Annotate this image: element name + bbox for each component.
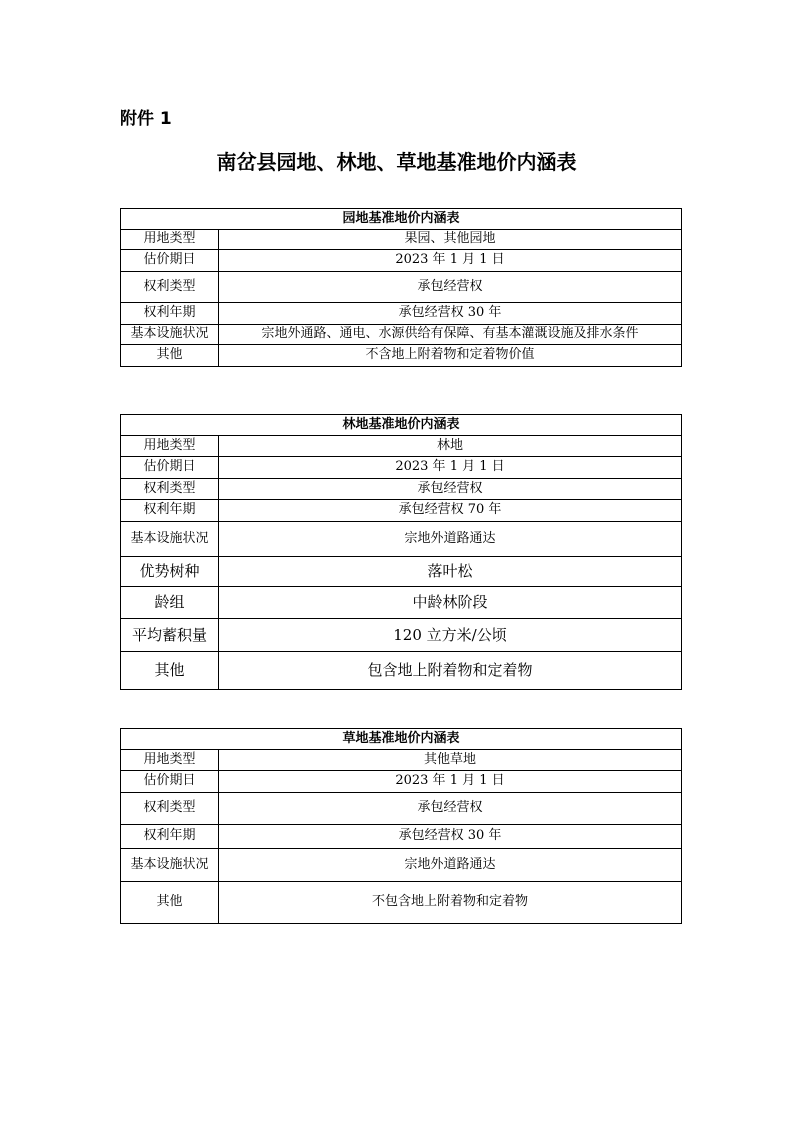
row-value: 承包经营权 30 年 (219, 825, 682, 849)
table-row (121, 457, 682, 479)
row-value: 宗地外通路、通电、水源供给有保障、有基本灌溉设施及排水条件 (219, 325, 682, 345)
row-value: 2023 年 1 月 1 日 (219, 457, 682, 479)
row-label: 权利类型 (121, 793, 219, 825)
row-value: 承包经营权 70 年 (219, 500, 682, 522)
row-value: 承包经营权 30 年 (219, 303, 682, 325)
row-value: 林地 (219, 436, 682, 457)
row-label: 权利类型 (121, 479, 219, 500)
table-row (121, 500, 682, 522)
row-label: 优势树种 (121, 557, 219, 587)
table-row (121, 250, 682, 272)
row-value: 落叶松 (219, 557, 682, 587)
row-label: 平均蓄积量 (121, 619, 219, 652)
table-row (121, 325, 682, 345)
row-value: 宗地外道路通达 (219, 849, 682, 882)
table-row (121, 771, 682, 793)
orchard-land-table (120, 208, 682, 367)
table-row (121, 750, 682, 771)
table-row (121, 436, 682, 457)
attachment-label: 附件 1 (120, 109, 172, 129)
table-row (121, 345, 682, 367)
table-row (121, 479, 682, 500)
row-label: 其他 (121, 882, 219, 924)
row-label: 估价期日 (121, 250, 219, 272)
row-value: 其他草地 (219, 750, 682, 771)
row-label: 权利年期 (121, 825, 219, 849)
table-row (121, 793, 682, 825)
row-label: 估价期日 (121, 771, 219, 793)
table-title: 草地基准地价内涵表 (121, 729, 682, 750)
table-row (121, 303, 682, 325)
row-label: 用地类型 (121, 750, 219, 771)
table-row (121, 882, 682, 924)
table-row (121, 272, 682, 303)
row-value: 中龄林阶段 (219, 587, 682, 619)
row-value: 宗地外道路通达 (219, 522, 682, 557)
row-label: 权利年期 (121, 303, 219, 325)
row-value: 120 立方米/公顷 (219, 619, 682, 652)
row-value: 承包经营权 (219, 793, 682, 825)
row-label: 龄组 (121, 587, 219, 619)
row-value: 承包经营权 (219, 479, 682, 500)
table-row (121, 825, 682, 849)
row-value: 果园、其他园地 (219, 230, 682, 250)
row-label: 其他 (121, 652, 219, 690)
table-row (121, 230, 682, 250)
row-label: 权利年期 (121, 500, 219, 522)
row-value: 2023 年 1 月 1 日 (219, 250, 682, 272)
table-row (121, 849, 682, 882)
table-title: 园地基准地价内涵表 (121, 209, 682, 230)
table-row (121, 652, 682, 690)
forest-land-table (120, 414, 682, 690)
row-label: 用地类型 (121, 230, 219, 250)
row-value: 不含地上附着物和定着物价值 (219, 345, 682, 367)
row-label: 权利类型 (121, 272, 219, 303)
table-row (121, 557, 682, 587)
table-row (121, 522, 682, 557)
row-label: 其他 (121, 345, 219, 367)
row-label: 基本设施状况 (121, 325, 219, 345)
table-row (121, 619, 682, 652)
table-title: 林地基准地价内涵表 (121, 415, 682, 436)
row-value: 不包含地上附着物和定着物 (219, 882, 682, 924)
document-title: 南岔县园地、林地、草地基准地价内涵表 (216, 150, 577, 174)
grassland-table (120, 728, 682, 924)
table-row (121, 587, 682, 619)
row-label: 用地类型 (121, 436, 219, 457)
row-value: 承包经营权 (219, 272, 682, 303)
row-label: 估价期日 (121, 457, 219, 479)
row-value: 包含地上附着物和定着物 (219, 652, 682, 690)
row-label: 基本设施状况 (121, 849, 219, 882)
row-label: 基本设施状况 (121, 522, 219, 557)
row-value: 2023 年 1 月 1 日 (219, 771, 682, 793)
